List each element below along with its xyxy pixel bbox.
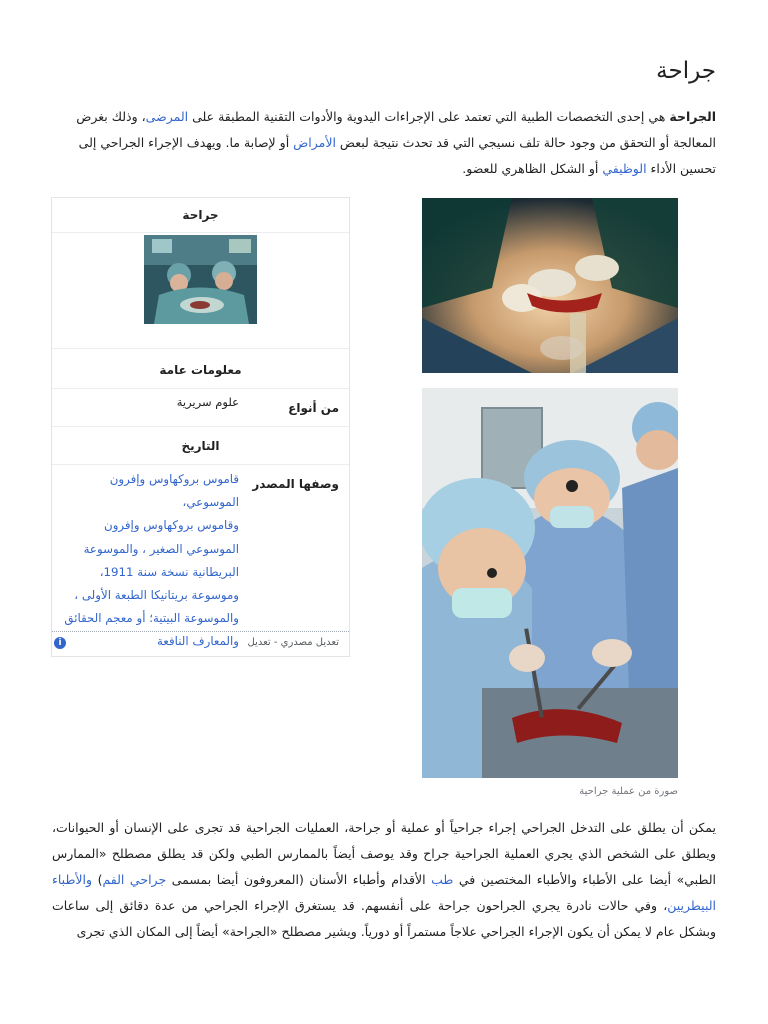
infobox-footer — [52, 631, 349, 656]
types-label: من أنواع — [288, 401, 339, 415]
source-item[interactable]: وقاموس بروكهاوس وإفرون — [104, 518, 239, 533]
body-text-3: ) — [92, 872, 103, 887]
info-icon[interactable]: i — [54, 637, 66, 649]
link-functional[interactable]: الوظيفي — [602, 161, 647, 176]
source-item[interactable]: والموسوعة البيتية؛ أو معجم الحقائق — [64, 611, 239, 626]
source-label: وصفها المصدر — [252, 477, 339, 491]
link-diseases[interactable]: الأمراض — [293, 135, 336, 150]
infobox-row-types — [52, 389, 349, 427]
infobox-section-history: التاريخ — [52, 427, 349, 465]
body-text-1: يمكن أن يطلق على التدخل الجراحي إجراء جراحياً أو عملية أو جراحة، العمليات الجراحية قد تجرى على الإنسان أو الحيوانات، ويطلق على الشخص الذي يجري العملية الجراحية جراح وقد يوصف أيضاً بالممارس الطبي ولكن قد يطلق مصطلح «الممارس الطبي» أيضا على الأطباء والأطباء المختصين في — [52, 820, 716, 887]
source-item[interactable]: وموسوعة بريتانيكا الطبعة الأولى ، — [74, 588, 239, 603]
source-item[interactable]: الموسوعي الصغير ، والموسوعة — [83, 541, 239, 556]
types-value: علوم سريرية — [176, 395, 239, 409]
infobox-section-general: معلومات عامة — [52, 351, 349, 389]
intro-text-2: ، وذلك بغرض المعالجة أو التحقق من وجود حالة تلف نسيجي التي قد تحدث نتيجة لبعض — [76, 109, 716, 150]
link-veterinarians[interactable]: والأطباء البيطريين — [52, 872, 716, 913]
intro-text-1: هي إحدى التخصصات الطبية التي تعتمد على الإجراءات اليدوية والأدوات التقنية المطبقة على — [188, 109, 670, 124]
infobox-image-row — [52, 233, 349, 349]
source-item[interactable]: قاموس بروكهاوس وإفرون الموسوعي، — [109, 472, 239, 510]
body-text-4: ، وفي حالات نادرة يجري الجراحون جراحة على أنفسهم. قد يستغرق الإجراء الجراحي من عدة دقائق إلى ساعات وبشكل عام لا يمكن أن يكون الإجراء الجراحي علاجاً مستمراً أو دورياً. ويشير مصطلح «الجراحة» أيضاً إلى المكان الذي تجرى — [52, 898, 716, 939]
link-patients[interactable]: المرضى — [145, 109, 189, 124]
source-item[interactable]: والمعارف النافعة — [156, 634, 239, 649]
image-caption: صورة من عملية جراحية — [579, 786, 678, 797]
source-list — [58, 468, 239, 654]
infobox-image[interactable] — [144, 235, 257, 324]
surgery-photo-top[interactable] — [422, 198, 678, 373]
link-oral-surgeons[interactable]: جراحي الفم — [102, 872, 167, 887]
body-paragraph — [52, 815, 716, 945]
source-item[interactable]: البريطانية نسخة سنة 1911، — [99, 564, 239, 579]
intro-text-3: أو لإصابة ما. ويهدف الإجراء الجراحي إلى تحسين الأداء — [78, 135, 716, 176]
intro-text-4: أو الشكل الظاهري للعضو. — [462, 161, 603, 176]
body-text-2: الأقدام وأطباء الأسنان (المعروفون أيضا بمسمى — [166, 872, 432, 887]
link-medicine[interactable]: طب — [431, 872, 454, 887]
intro-paragraph — [52, 104, 716, 182]
edit-links[interactable]: تعديل مصدري - تعديل — [247, 637, 339, 648]
intro-term: الجراحة — [669, 109, 716, 124]
page-title: جراحة — [656, 58, 716, 84]
infobox-title: جراحة — [52, 198, 349, 233]
infobox — [51, 197, 350, 657]
surgery-photo-main[interactable] — [422, 388, 678, 778]
